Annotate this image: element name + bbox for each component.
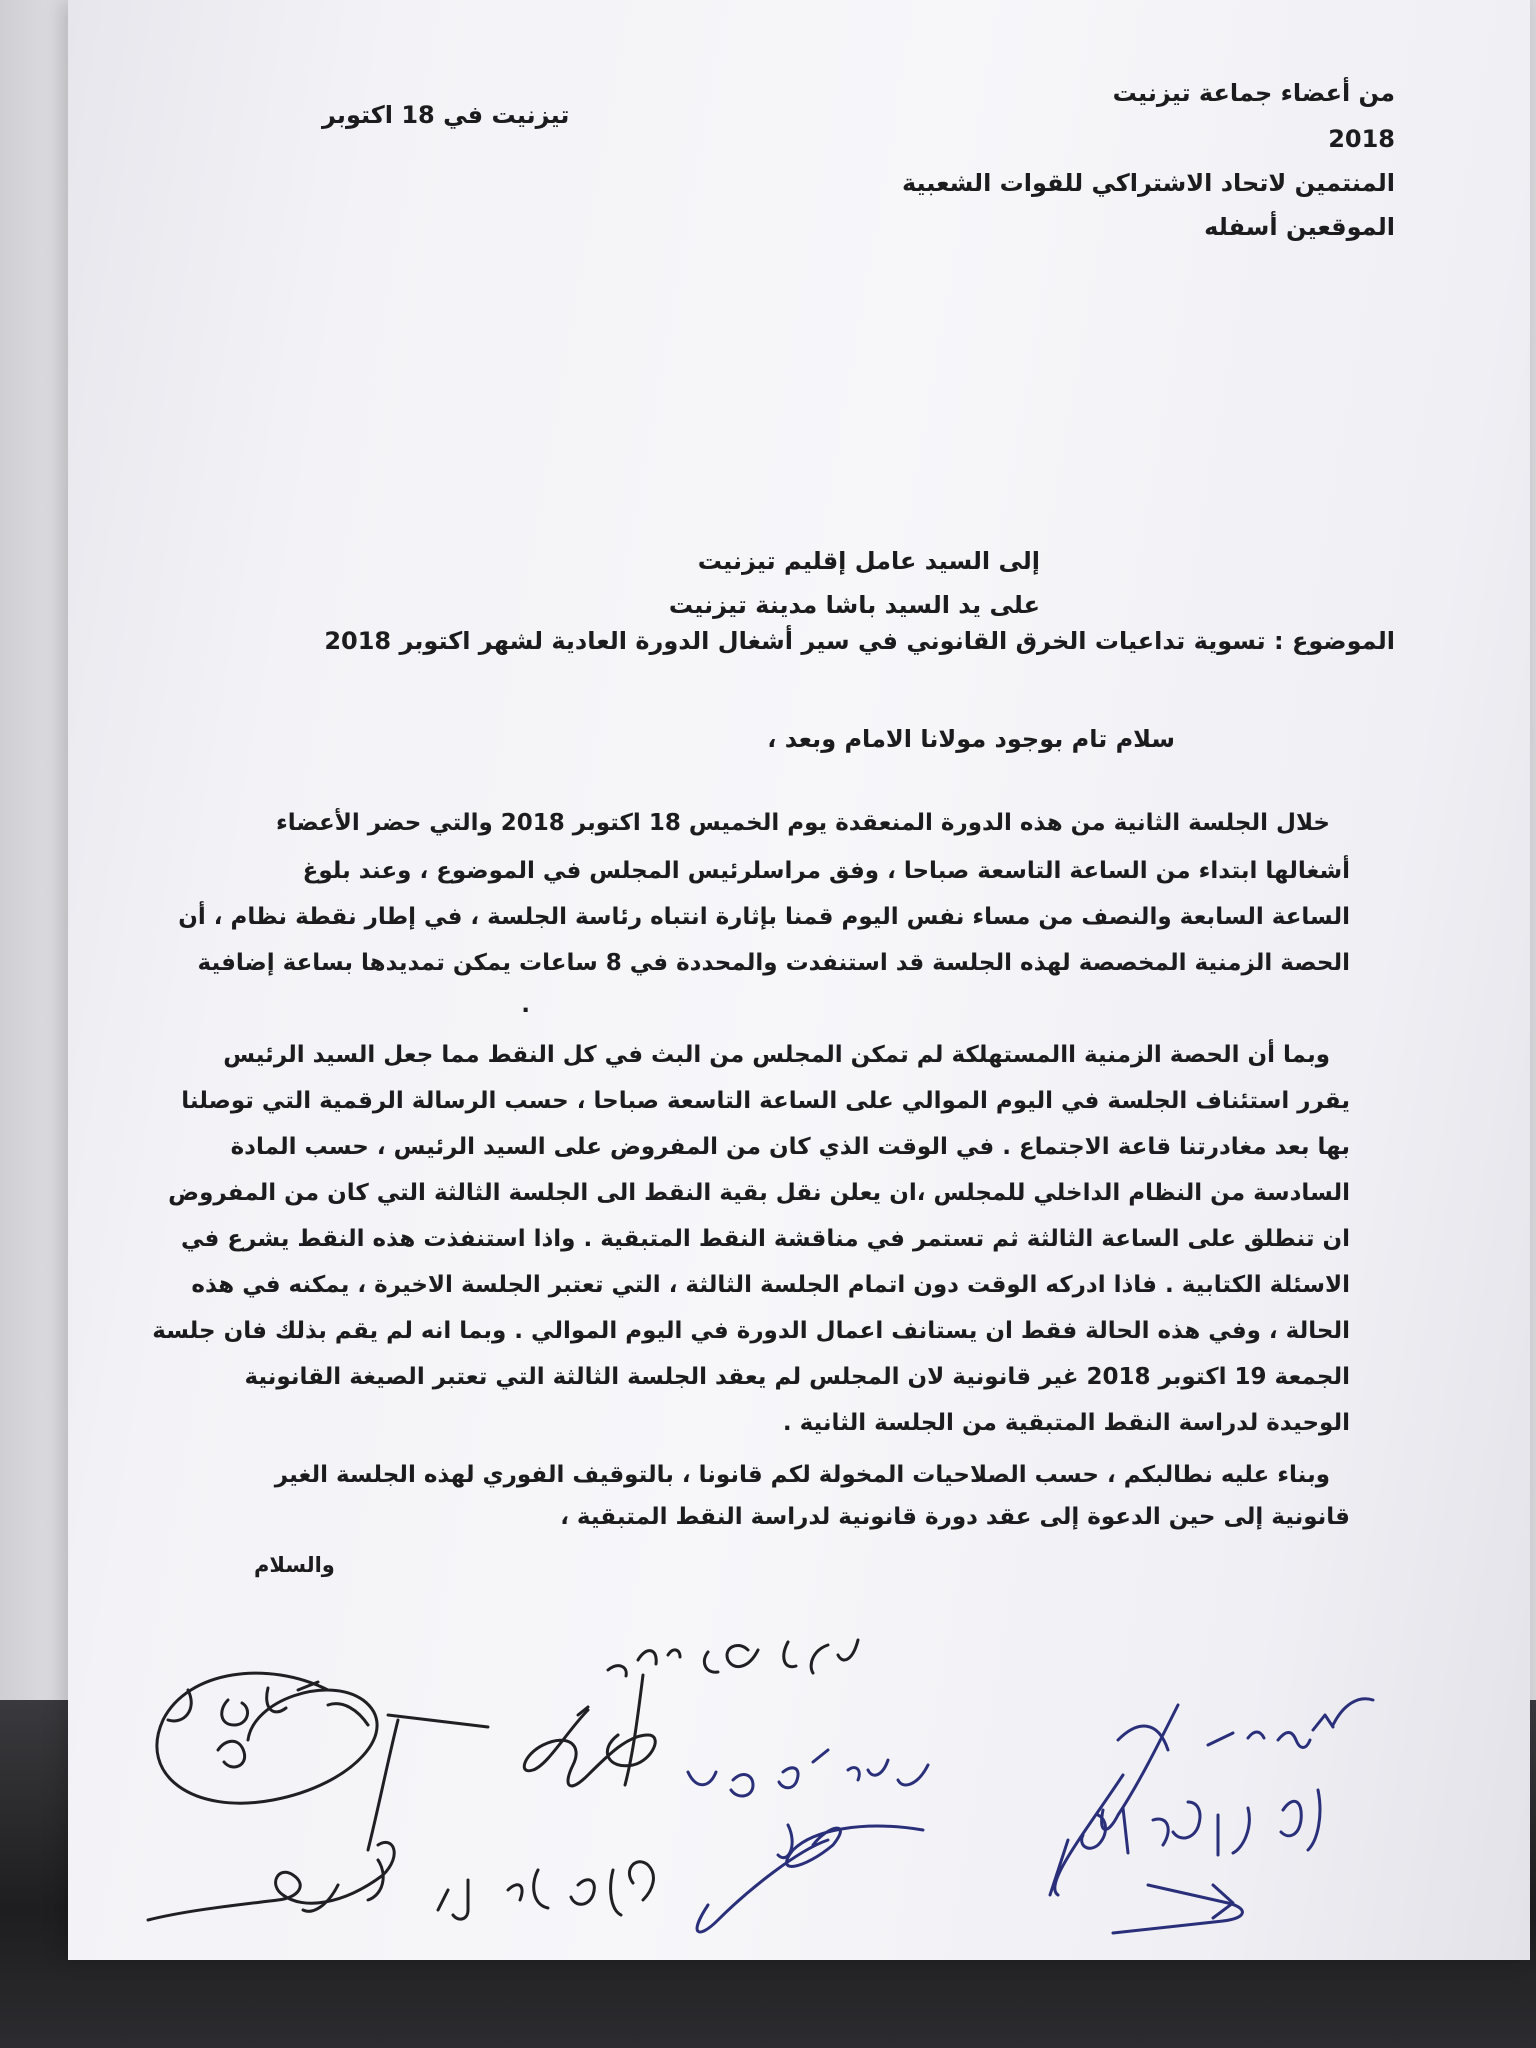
paragraph-2-line: بها بعد مغادرتنا قاعة الاجتماع . في الوقت الذي كان من المفروض على السيد الرئيس ، حسب المادة — [230, 1134, 1350, 1160]
sender-line-1: من أعضاء جماعة تيزنيت — [1112, 79, 1395, 107]
letter-sheet — [68, 0, 1530, 1960]
paragraph-2-line: الوحيدة لدراسة النقط المتبقية من الجلسة الثانية . — [782, 1410, 1350, 1436]
paragraph-1-line: الحصة الزمنية المخصصة لهذه الجلسة قد استنفدت والمحددة في 8 ساعات يمكن تمديدها بساعة إضافية — [197, 950, 1350, 976]
sender-year: 2018 — [1328, 125, 1395, 153]
signature-6 — [148, 1842, 394, 1920]
recipient-line-1: إلى السيد عامل إقليم تيزنيت — [697, 547, 1040, 575]
paragraph-3-line: وبناء عليه نطالبكم ، حسب الصلاحيات المخولة لكم قانونا ، بالتوقيف الفوري لهذه الجلسة الغير — [274, 1462, 1330, 1488]
greeting: سلام تام بوجود مولانا الامام وبعد ، — [767, 725, 1175, 753]
closing: والسلام — [254, 1553, 335, 1577]
paragraph-1-line: . — [521, 992, 530, 1018]
paragraph-1-line: الساعة السابعة والنصف من مساء نفس اليوم قمنا بإثارة انتباه رئاسة الجلسة ، في إطار نقطة نظام ، أن — [178, 904, 1350, 930]
signature-1 — [1050, 1699, 1373, 1895]
recipient-line-2: على يد السيد باشا مدينة تيزنيت — [668, 591, 1040, 619]
paragraph-2-line: يقرر استئناف الجلسة في اليوم الموالي على الساعة التاسعة صباحا ، حسب الرسالة الرقمية التي توصلنا — [181, 1088, 1350, 1114]
signature-7 — [438, 1862, 653, 1919]
signature-5 — [157, 1673, 488, 1850]
paragraph-2-line: الحالة ، وفي هذه الحالة فقط ان يستانف اعمال الدورة في اليوم الموالي . وبما انه لم يقم بذلك فان جلسة — [152, 1318, 1350, 1344]
paragraph-2-line: وبما أن الحصة الزمنية االمستهلكة لم تمكن المجلس من البث في كل النقط مما جعل السيد الرئيس — [223, 1042, 1330, 1068]
paragraph-3-line: قانونية إلى حين الدعوة إلى عقد دورة قانونية لدراسة النقط المتبقية ، — [560, 1504, 1350, 1530]
signature-3 — [688, 1750, 928, 1932]
signature-block — [68, 1540, 1530, 1960]
paragraph-2-line: السادسة من النظام الداخلي للمجلس ،ان يعلن نقل بقية النقط الى الجلسة الثالثة التي كان من المفروض — [168, 1180, 1350, 1206]
paragraph-2-line: الجمعة 19 اكتوبر 2018 غير قانونية لان المجلس لم يعقد الجلسة الثالثة التي تعتبر الصيغة القانونية — [244, 1364, 1350, 1390]
signature-4 — [524, 1640, 858, 1786]
paragraph-2-line: ان تنطلق على الساعة الثالثة ثم تستمر في مناقشة النقط المتبقية . واذا استنفذت هذه النقط يشرع في — [181, 1226, 1350, 1252]
sender-line-3: المنتمين لاتحاد الاشتراكي للقوات الشعبية — [901, 169, 1395, 197]
paragraph-1-line: خلال الجلسة الثانية من هذه الدورة المنعقدة يوم الخميس 18 اكتوبر 2018 والتي حضر الأعضاء — [275, 810, 1330, 836]
signature-2 — [1082, 1790, 1320, 1933]
letter-date: تيزنيت في 18 اكتوبر — [322, 101, 570, 129]
paragraph-1-line: أشغالها ابتداء من الساعة التاسعة صباحا ، وفق مراسلرئيس المجلس في الموضوع ، وعند بلوغ — [302, 858, 1350, 884]
letter-subject: الموضوع : تسوية تداعيات الخرق القانوني في سير أشغال الدورة العادية لشهر اكتوبر 2018 — [324, 627, 1395, 655]
paragraph-2-line: الاسئلة الكتابية . فاذا ادركه الوقت دون اتمام الجلسة الثالثة ، التي تعتبر الجلسة الاخيرة ، يمكنه في هذه — [191, 1272, 1350, 1298]
sender-line-4: الموقعين أسفله — [1204, 213, 1395, 241]
